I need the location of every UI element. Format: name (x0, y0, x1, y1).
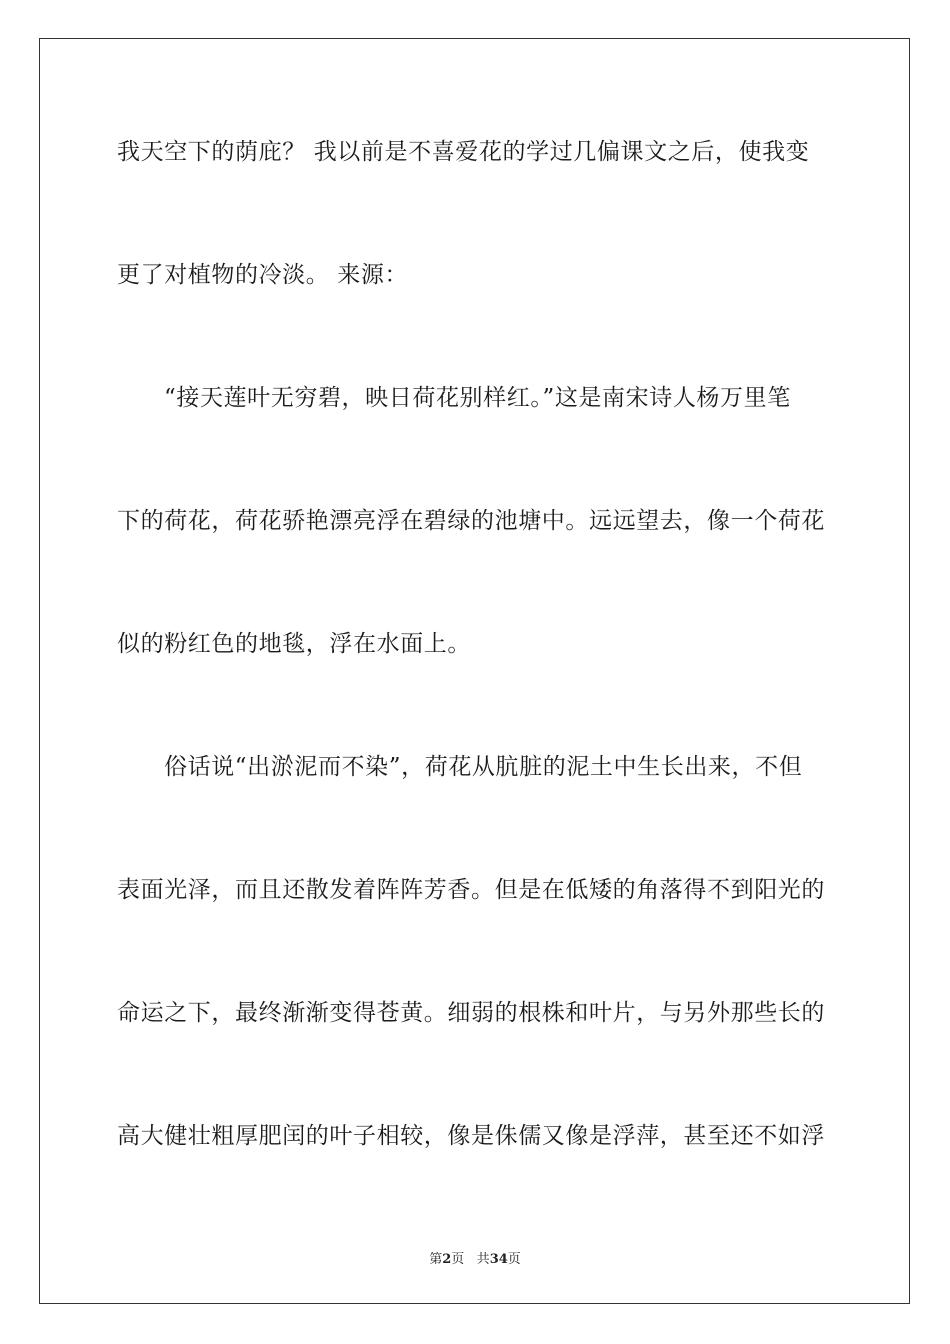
page-number: 2 (442, 1252, 452, 1267)
text-line-4: 下的荷花，荷花骄艳漂亮浮在碧绿的池塘中。远远望去，像一个荷花 (117, 508, 825, 534)
text-line-5: 似的粉红色的地毯，浮在水面上。 (117, 631, 471, 657)
page-suffix: 页 (451, 1252, 465, 1267)
page-prefix: 第 (429, 1252, 443, 1267)
text-line-1: 我天空下的荫庇？ 我以前是不喜爱花的学过几偏课文之后，使我变 (117, 139, 810, 165)
text-line-7: 表面光泽，而且还散发着阵阵芳香。但是在低矮的角落得不到阳光的 (117, 877, 825, 903)
text-line-6: 俗话说“出淤泥而不染”，荷花从肮脏的泥土中生长出来，不但 (164, 754, 803, 780)
total-suffix: 页 (507, 1252, 521, 1267)
text-line-2: 更了对植物的冷淡。 来源： (117, 262, 409, 288)
text-line-8: 命运之下，最终渐渐变得苍黄。细弱的根株和叶片，与另外那些长的 (117, 1000, 825, 1026)
text-line-3: “接天莲叶无穷碧，映日荷花别样红。”这是南宋诗人杨万里笔 (164, 385, 791, 411)
total-pages: 34 (489, 1252, 508, 1267)
total-prefix: 共 (476, 1252, 490, 1267)
text-line-9: 高大健壮粗厚肥闰的叶子相较，像是侏儒又像是浮萍，甚至还不如浮 (117, 1123, 825, 1149)
page-footer (0, 1248, 950, 1267)
page-border (39, 38, 910, 1304)
